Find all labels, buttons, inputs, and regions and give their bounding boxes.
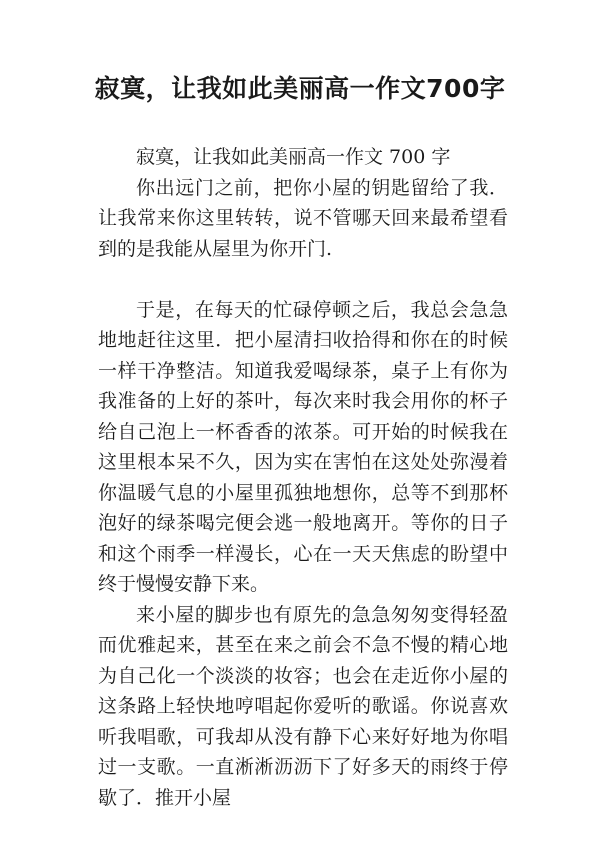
- document-body: [98, 142, 508, 813]
- body-paragraph-heading: 寂寞，让我如此美丽高一作文 700 字: [136, 146, 451, 168]
- document-title: 寂寞，让我如此美丽高一作文700字: [94, 74, 506, 103]
- body-paragraph-2: 于是，在每天的忙碌停顿之后，我总会急急地地赶往这里．把小屋清扫收拾得和你在的时候一样干净整洁。知道我爱喝绿茶，桌子上有你为我准备的上好的茶叶，每次来时我会用你的杯子给自己泡上一杯香香的浓茶。可开始的时候我在这里根本呆不久，因为实在害怕在这处处弥漫着你温暖气息的小屋里孤独地想你，总等不到那杯泡好的绿茶喝完便会逃一般地离开。等你的日子和这个雨季一样漫长，心在一天天焦虑的盼望中终于慢慢安静下来。: [98, 298, 508, 595]
- body-paragraph-1: 你出远门之前，把你小屋的钥匙留给了我．让我常来你这里转转，说不管哪天回来最希望看到的是我能从屋里为你开门.: [98, 176, 508, 260]
- body-paragraph-3: 来小屋的脚步也有原先的急急匆匆变得轻盈而优雅起来，甚至在来之前会不急不慢的精心地为自己化一个淡淡的妆容；也会在走近你小屋的这条路上轻快地哼唱起你爱听的歌谣。你说喜欢听我唱歌，可我却从没有静下心来好好地为你唱过一支歌。一直淅淅沥沥下了好多天的雨终于停歇了．推开小屋: [98, 603, 508, 809]
